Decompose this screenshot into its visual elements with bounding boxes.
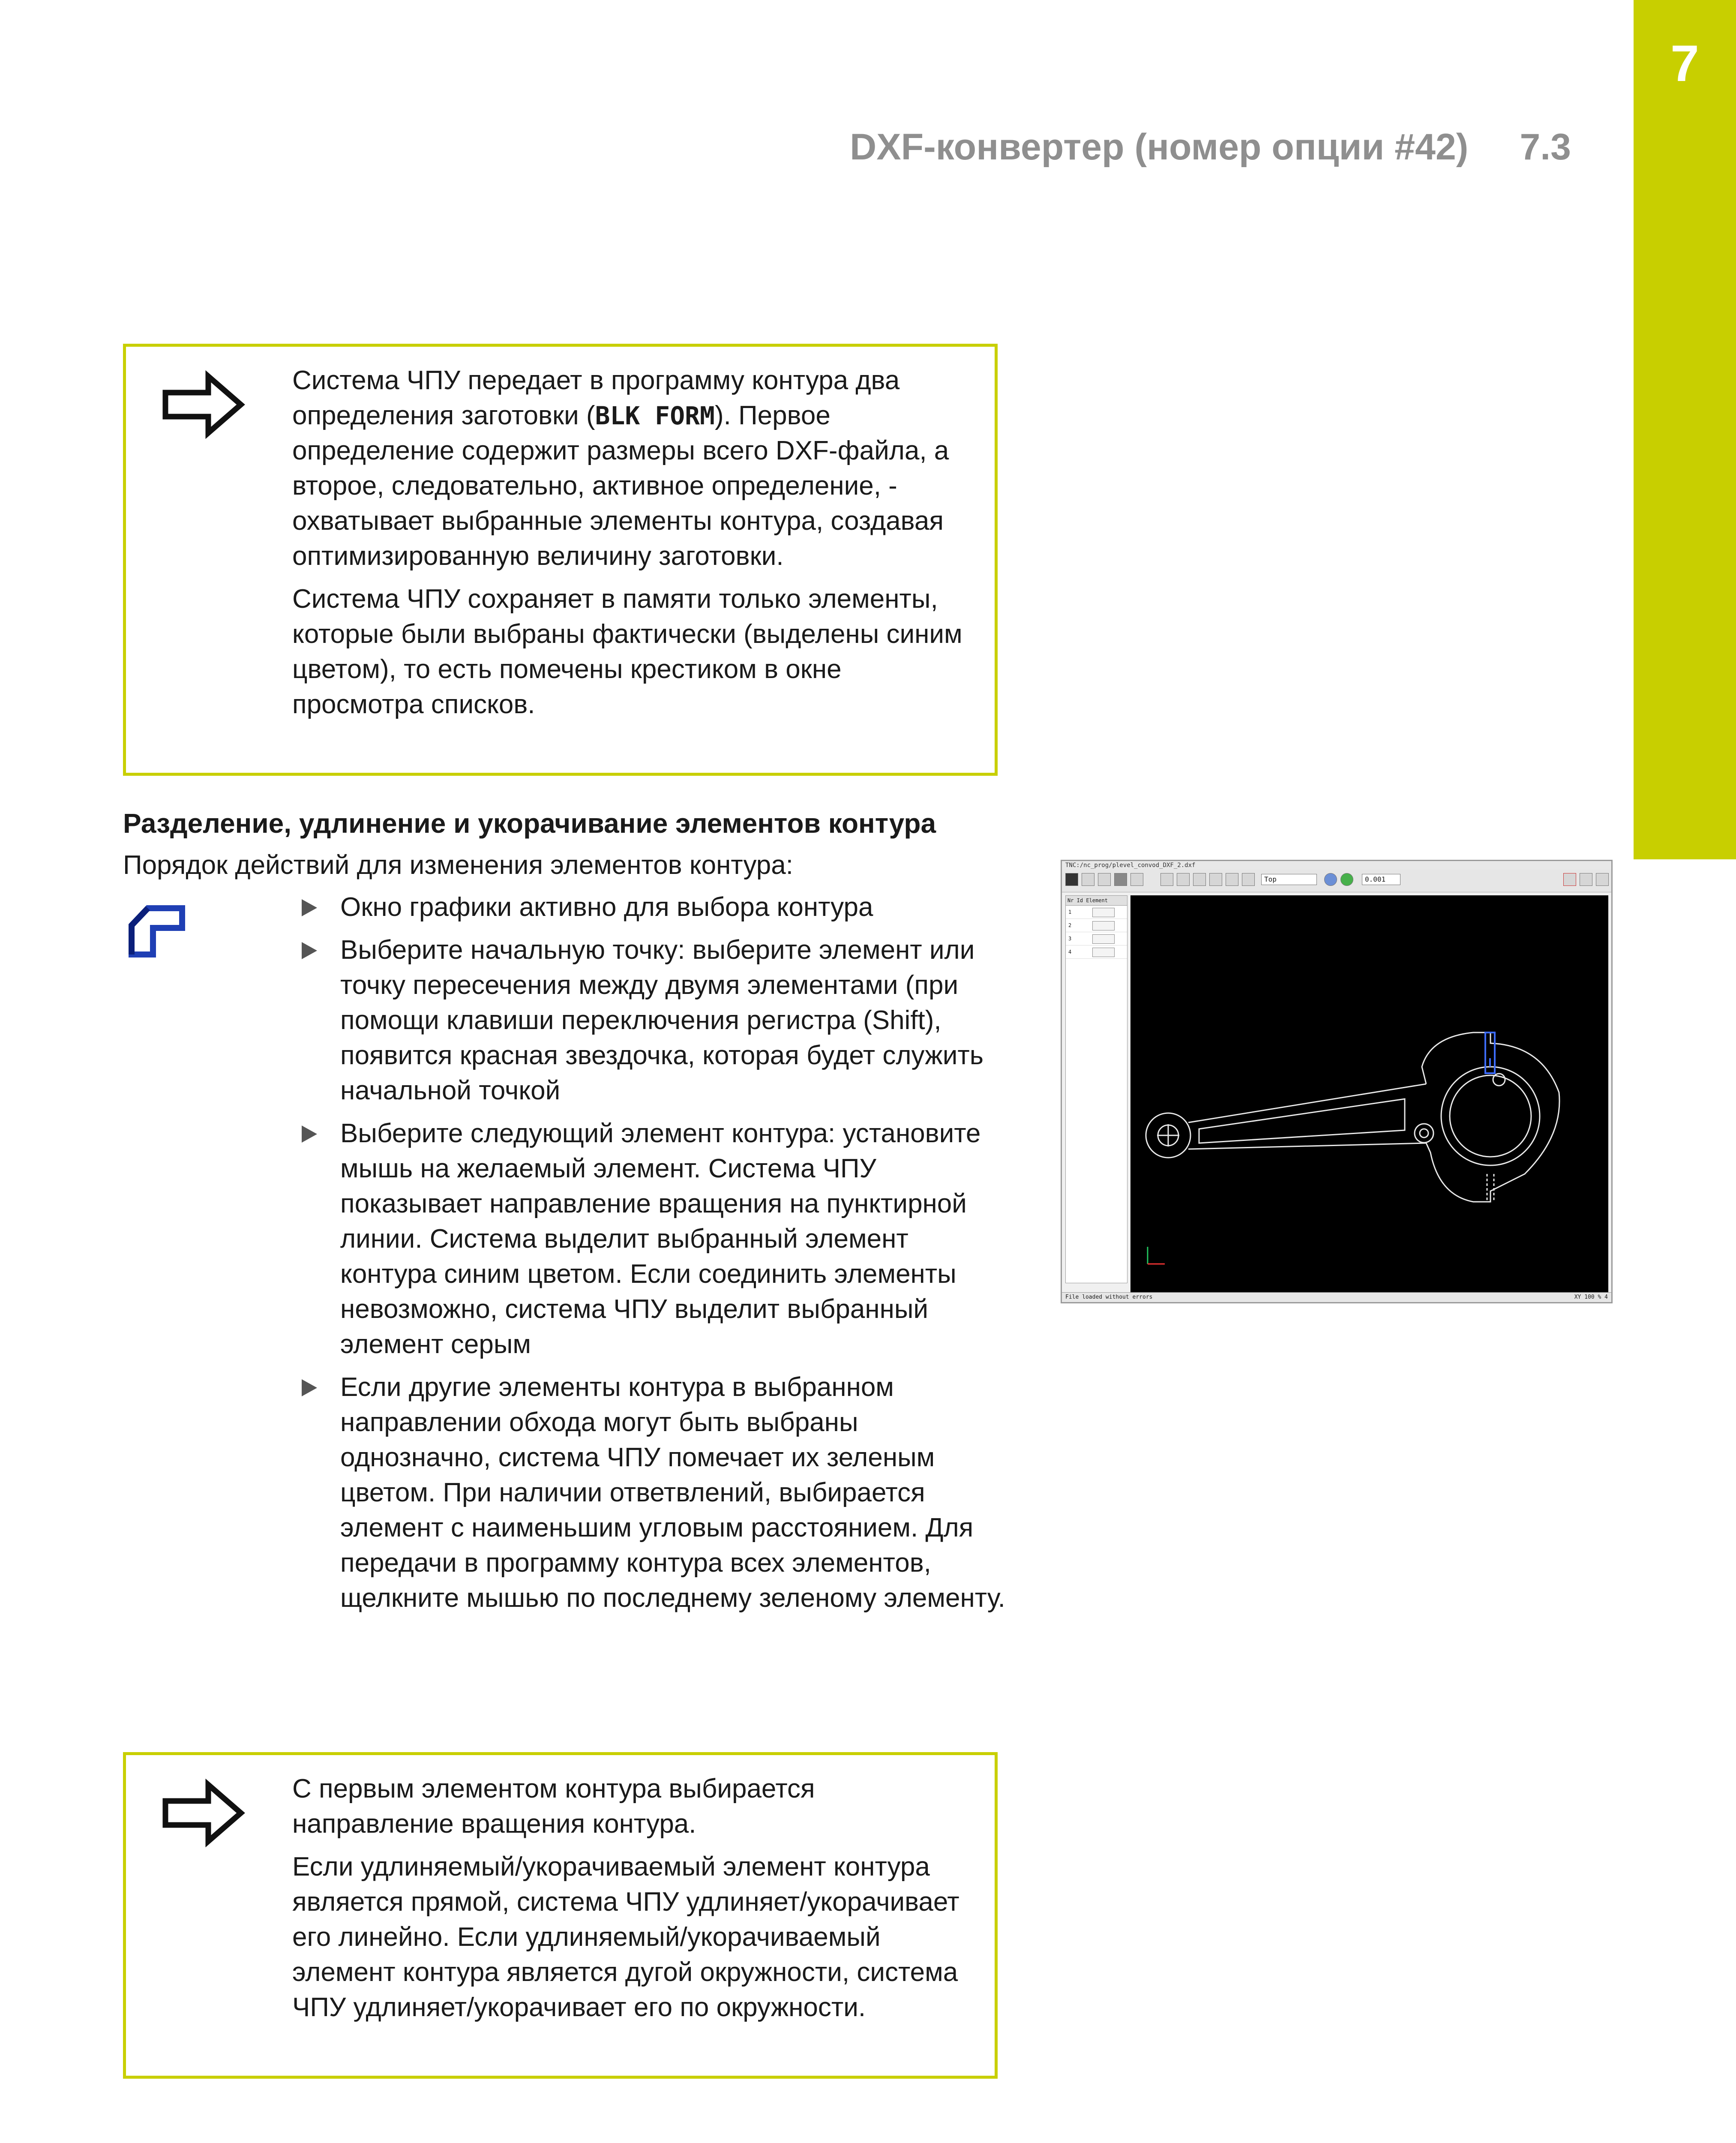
header-title: DXF-конвертер (номер опции #42) bbox=[850, 126, 1469, 168]
layer-number: 2 bbox=[1068, 922, 1072, 928]
bolt-hole-upper bbox=[1493, 1074, 1505, 1086]
header-section-number: 7.3 bbox=[1520, 126, 1571, 168]
bullet-triangle-icon bbox=[302, 1379, 317, 1396]
big-end-bore bbox=[1441, 1067, 1540, 1165]
section-heading: Разделение, удлинение и укорачивание элементов контура bbox=[123, 808, 936, 839]
graphics-canvas bbox=[1130, 895, 1608, 1296]
layer-swatch bbox=[1092, 908, 1115, 917]
note-1-paragraph-2: Система ЧПУ сохраняет в памяти только элементы, которые были выбраны фактически (выделены синим цветом), то есть помечены крестиком в окне просмотра списков. bbox=[292, 584, 962, 719]
step-text: Выберите начальную точку: выберите элемент или точку пересечения между двумя элементами (при помощи клавиши переключения регистра (Shift), появится красная звездочка, которая будет служить начальной точкой bbox=[340, 935, 984, 1105]
layer-list-header: Nr Id Element bbox=[1066, 896, 1127, 906]
screenshot-status-bar bbox=[1062, 1292, 1611, 1302]
tb-button-save bbox=[1580, 873, 1592, 886]
rod-lower-edge bbox=[1188, 1143, 1426, 1149]
tb-button-zoom-out bbox=[1193, 873, 1206, 886]
note-box-2 bbox=[123, 1752, 998, 2079]
rod-pocket bbox=[1199, 1099, 1405, 1143]
chapter-tab bbox=[1634, 0, 1736, 859]
steps-list bbox=[297, 890, 1009, 1624]
note-1-text bbox=[292, 363, 978, 730]
tb-button-pan bbox=[1226, 873, 1238, 886]
bullet-triangle-icon bbox=[302, 942, 317, 959]
big-end-bore-inner bbox=[1450, 1075, 1531, 1157]
tb-button-fit bbox=[1209, 873, 1222, 886]
screenshot-title-bar bbox=[1062, 861, 1611, 870]
status-right-text: XY 100 % 4 bbox=[1574, 1294, 1608, 1300]
layer-row bbox=[1066, 919, 1127, 932]
screenshot-toolbar bbox=[1062, 870, 1611, 892]
step-text: Выберите следующий элемент контура: установите мышь на желаемый элемент. Система ЧПУ показывает направление вращения на пунктирной линии. Система выделит выбранный элемент контура синим цветом. Если соединить элементы невозможно, система ЧПУ выделит выбранный элемент серым bbox=[340, 1119, 981, 1359]
note-1-paragraph-1 bbox=[292, 363, 978, 574]
tolerance-field: 0.001 bbox=[1362, 874, 1400, 885]
tb-button-menu bbox=[1596, 873, 1609, 886]
tb-button-sphere bbox=[1324, 873, 1337, 886]
tb-button-zoom bbox=[1160, 873, 1173, 886]
tb-button-origin bbox=[1082, 873, 1094, 886]
layer-number: 3 bbox=[1068, 936, 1072, 942]
bolt-hole-lower-inner bbox=[1420, 1129, 1428, 1138]
layer-list-panel bbox=[1065, 895, 1127, 1283]
layer-swatch bbox=[1092, 934, 1115, 944]
bolt-hole-lower bbox=[1415, 1124, 1433, 1143]
note-2-paragraph-2: Если удлиняемый/укорачиваемый элемент контура является прямой, система ЧПУ удлиняет/укорачивает его линейно. Если удлиняемый/укорачиваемый элемент контура является дугой окружности, система ЧПУ удлиняет/укорачивает его по окружности. bbox=[292, 1852, 959, 2022]
layer-swatch bbox=[1092, 921, 1115, 930]
section-intro: Порядок действий для изменения элементов контура: bbox=[123, 850, 793, 880]
view-select: Top bbox=[1261, 874, 1317, 885]
step-text: Окно графики активно для выбора контура bbox=[340, 892, 873, 922]
note-arrow-icon bbox=[160, 370, 246, 439]
note-2-text bbox=[292, 1771, 978, 2033]
step-text: Если другие элементы контура в выбранном направлении обхода могут быть выбраны однозначно, система ЧПУ помечает их зеленым цветом. При наличии ответвлений, выбирается элемент с наименьшим угловым расстоянием. Для передачи в программу контура всех элементов, щелкните мышью по последнему зеленому элементу. bbox=[340, 1372, 1005, 1613]
dxf-converter-screenshot bbox=[1061, 860, 1613, 1303]
layer-number: 1 bbox=[1068, 909, 1072, 915]
chapter-number: 7 bbox=[1670, 35, 1699, 92]
tb-button-undo bbox=[1130, 873, 1143, 886]
tb-button-close bbox=[1563, 873, 1576, 886]
rod-upper-edge bbox=[1188, 1084, 1426, 1123]
note-box-1 bbox=[123, 344, 998, 776]
bullet-triangle-icon bbox=[302, 899, 317, 916]
layer-row bbox=[1066, 906, 1127, 919]
step-item bbox=[297, 890, 1009, 925]
tb-button-layer bbox=[1065, 873, 1078, 886]
layer-row bbox=[1066, 932, 1127, 945]
step-item bbox=[297, 1370, 1009, 1616]
blk-form-code: BLK FORM bbox=[595, 401, 715, 430]
note-2-paragraph-1: С первым элементом контура выбирается направление вращения контура. bbox=[292, 1774, 815, 1839]
big-end-outline bbox=[1422, 1032, 1559, 1202]
layer-swatch bbox=[1092, 948, 1115, 957]
note-1-text-before-code: Система ЧПУ передает в программу контура два определения заготовки ( bbox=[292, 366, 900, 430]
note-1-text-after-code: ). Первое определение содержит размеры всего DXF-файла, а второе, следовательно, активное определение, - охватывает выбранные элементы контура, создавая оптимизированную величину заготовки. bbox=[292, 401, 949, 571]
layer-row bbox=[1066, 945, 1127, 959]
tb-button-positions bbox=[1114, 873, 1127, 886]
step-item bbox=[297, 933, 1009, 1108]
screenshot-title: TNC:/nc_prog/plevel_convod_DXF_2.dxf bbox=[1065, 862, 1196, 869]
bullet-triangle-icon bbox=[302, 1126, 317, 1143]
step-item bbox=[297, 1116, 1009, 1362]
tb-button-zoom-in bbox=[1177, 873, 1190, 886]
conrod-drawing bbox=[1130, 895, 1608, 1296]
tb-button-rotate bbox=[1242, 873, 1255, 886]
page-header bbox=[850, 126, 1571, 168]
tb-button-contour bbox=[1098, 873, 1111, 886]
layer-number: 4 bbox=[1068, 949, 1072, 955]
status-text: File loaded without errors bbox=[1065, 1294, 1153, 1300]
contour-selection-icon bbox=[123, 899, 187, 963]
tb-button-ok bbox=[1340, 873, 1353, 886]
note-arrow-icon bbox=[160, 1779, 246, 1847]
